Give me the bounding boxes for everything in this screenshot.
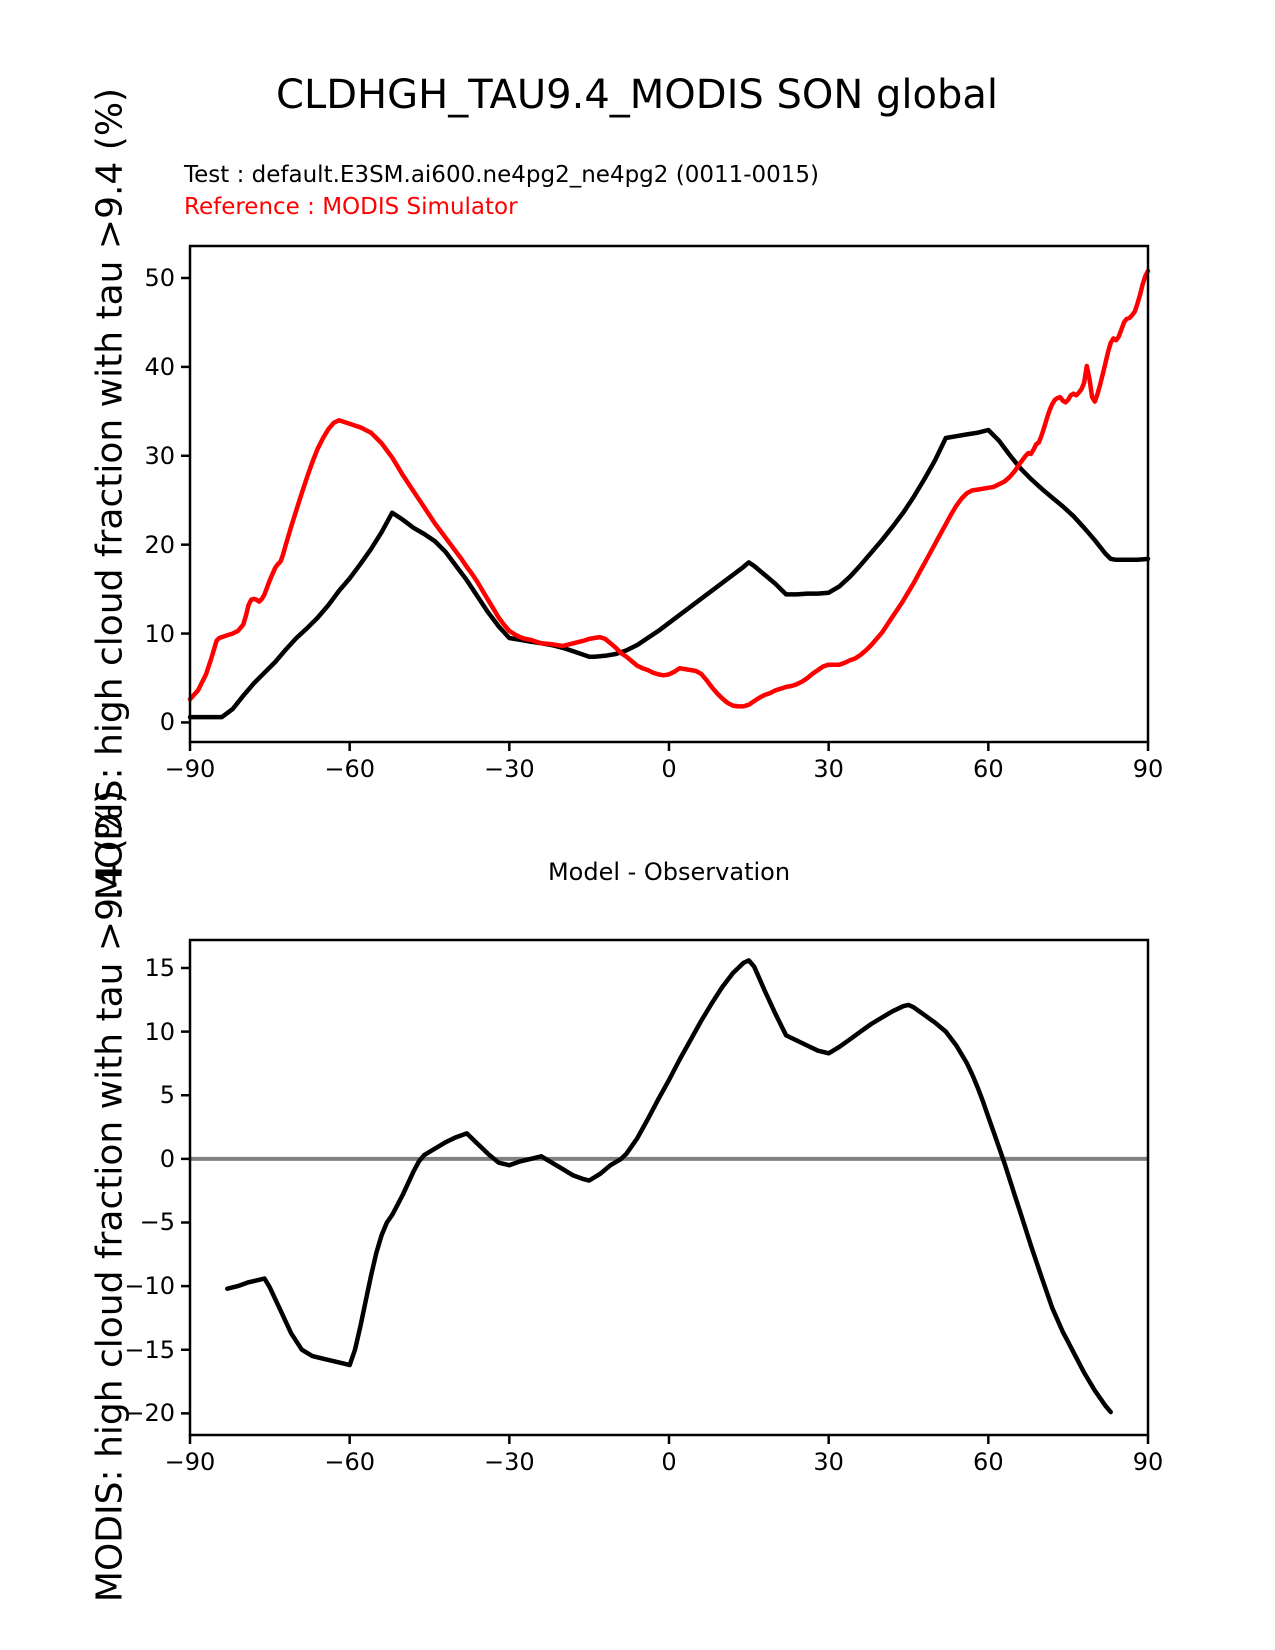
y-tick-label: −10: [124, 1272, 175, 1301]
top-chart-axes: [181, 246, 1148, 751]
x-tick-label: −30: [484, 1448, 535, 1476]
x-tick-label: 60: [973, 755, 1004, 783]
x-tick-label: −60: [324, 1448, 375, 1476]
bottom-chart-axes: [181, 940, 1148, 1444]
x-tick-label: 0: [661, 755, 677, 783]
y-tick-label: 10: [144, 619, 175, 648]
x-tick-label: 30: [813, 1448, 844, 1476]
x-tick-label: −90: [164, 1448, 216, 1476]
y-tick-label: 5: [159, 1081, 175, 1110]
x-tick-label: 60: [973, 1448, 1004, 1476]
reference-series-line: [190, 271, 1148, 707]
x-tick-label: 90: [1132, 1448, 1164, 1476]
top-chart-ylabel: MODIS: high cloud fraction with tau >9.4 (%): [89, 87, 131, 901]
x-tick-label: −60: [324, 755, 375, 783]
axes-frame: [190, 246, 1148, 742]
y-tick-label: 40: [144, 352, 175, 381]
y-tick-label: −5: [139, 1208, 175, 1237]
y-tick-label: 10: [144, 1017, 175, 1046]
y-tick-label: 30: [144, 441, 175, 470]
x-tick-label: 90: [1132, 755, 1164, 783]
bottom-chart-ylabel: MODIS: high cloud fraction with tau >9.4 (%): [89, 789, 131, 1603]
x-tick-label: −30: [484, 755, 535, 783]
figure-suptitle: CLDHGH_TAU9.4_MODIS SON global: [276, 72, 998, 118]
model-minus-obs-series-line: [227, 960, 1110, 1412]
reference-run-label: Reference : MODIS Simulator: [184, 194, 518, 220]
y-tick-label: 0: [159, 1144, 175, 1173]
x-tick-label: −90: [164, 755, 216, 783]
y-tick-label: −20: [124, 1399, 175, 1428]
y-tick-label: 20: [144, 530, 175, 559]
test-run-label: Test : default.E3SM.ai600.ne4pg2_ne4pg2 (0011-0015): [184, 162, 820, 188]
x-tick-label: 0: [661, 1448, 677, 1476]
y-tick-label: 0: [159, 708, 175, 737]
y-tick-label: 50: [144, 264, 175, 292]
y-tick-label: 15: [144, 953, 175, 982]
y-tick-label: −15: [124, 1335, 175, 1364]
bottom-chart-title: Model - Observation: [547, 858, 791, 886]
x-tick-label: 30: [813, 755, 844, 783]
